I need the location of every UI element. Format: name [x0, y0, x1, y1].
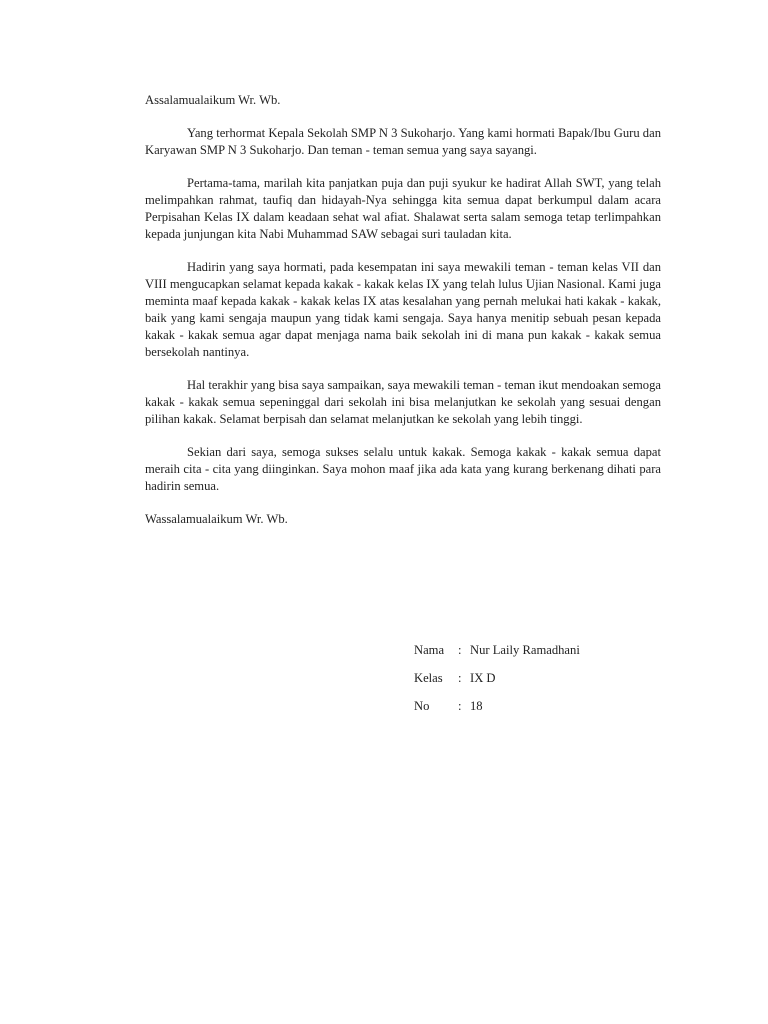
signature-separator: : — [458, 699, 462, 713]
signature-separator: : — [458, 671, 462, 685]
paragraph-gratitude: Pertama-tama, marilah kita panjatkan puja dan puji syukur ke hadirat Allah SWT, yang telah melimpahkan rahmat, taufiq dan hidayah-Nya sehingga kita semua dapat berkumpul dalam acara Perpisahan Kelas IX dalam keadaan sehat wal afiat. Shalawat serta salam semoga tetap terlimpahkan kepada junjungan kita Nabi Muhammad SAW sebagai suri tauladan kita. — [145, 176, 661, 241]
signature-block — [414, 642, 580, 726]
signature-label: Kelas — [414, 671, 443, 685]
closing-salutation: Wassalamualaikum Wr. Wb. — [145, 512, 288, 526]
signature-label: No — [414, 699, 430, 713]
letter-body — [145, 92, 661, 544]
greeting: Assalamualaikum Wr. Wb. — [145, 93, 281, 107]
signature-value: IX D — [470, 671, 496, 685]
paragraph-closing-remarks: Sekian dari saya, semoga sukses selalu untuk kakak. Semoga kakak - kakak semua dapat meraih cita - cita yang diinginkan. Saya mohon maaf jika ada kata yang kurang berkenang dihati para hadirin semua. — [145, 445, 661, 493]
paragraph-prayer: Hal terakhir yang bisa saya sampaikan, saya mewakili teman - teman ikut mendoakan semoga kakak - kakak semua sepeninggal dari sekolah ini bisa melanjutkan ke sekolah yang sesuai dengan pilihan kakak. Selamat berpisah dan selamat melanjutkan ke sekolah yang lebih tinggi. — [145, 378, 661, 426]
signature-label: Nama — [414, 643, 445, 657]
paragraph-opening: Yang terhormat Kepala Sekolah SMP N 3 Sukoharjo. Yang kami hormati Bapak/Ibu Guru dan Karyawan SMP N 3 Sukoharjo. Dan teman - teman semua yang saya sayangi. — [145, 126, 661, 157]
paragraph-congratulations: Hadirin yang saya hormati, pada kesempatan ini saya mewakili teman - teman kelas VII dan VIII mengucapkan selamat kepada kakak - kakak kelas IX yang telah lulus Ujian Nasional. Kami juga meminta maaf kepada kakak - kakak kelas IX atas kesalahan yang pernah melukai hati kakak - kakak, baik yang kami sengaja maupun yang tidak kami sengaja. Saya hanya menitip sebuah pesan kepada kakak - kakak semua agar dapat menjaga nama baik sekolah ini di mana pun kakak - kakak semua bersekolah nantinya. — [145, 260, 661, 359]
signature-separator: : — [458, 643, 462, 657]
signature-row-name — [414, 642, 580, 670]
signature-row-number — [414, 698, 580, 726]
signature-value: Nur Laily Ramadhani — [470, 643, 580, 657]
signature-row-class — [414, 670, 580, 698]
signature-value: 18 — [470, 699, 483, 713]
